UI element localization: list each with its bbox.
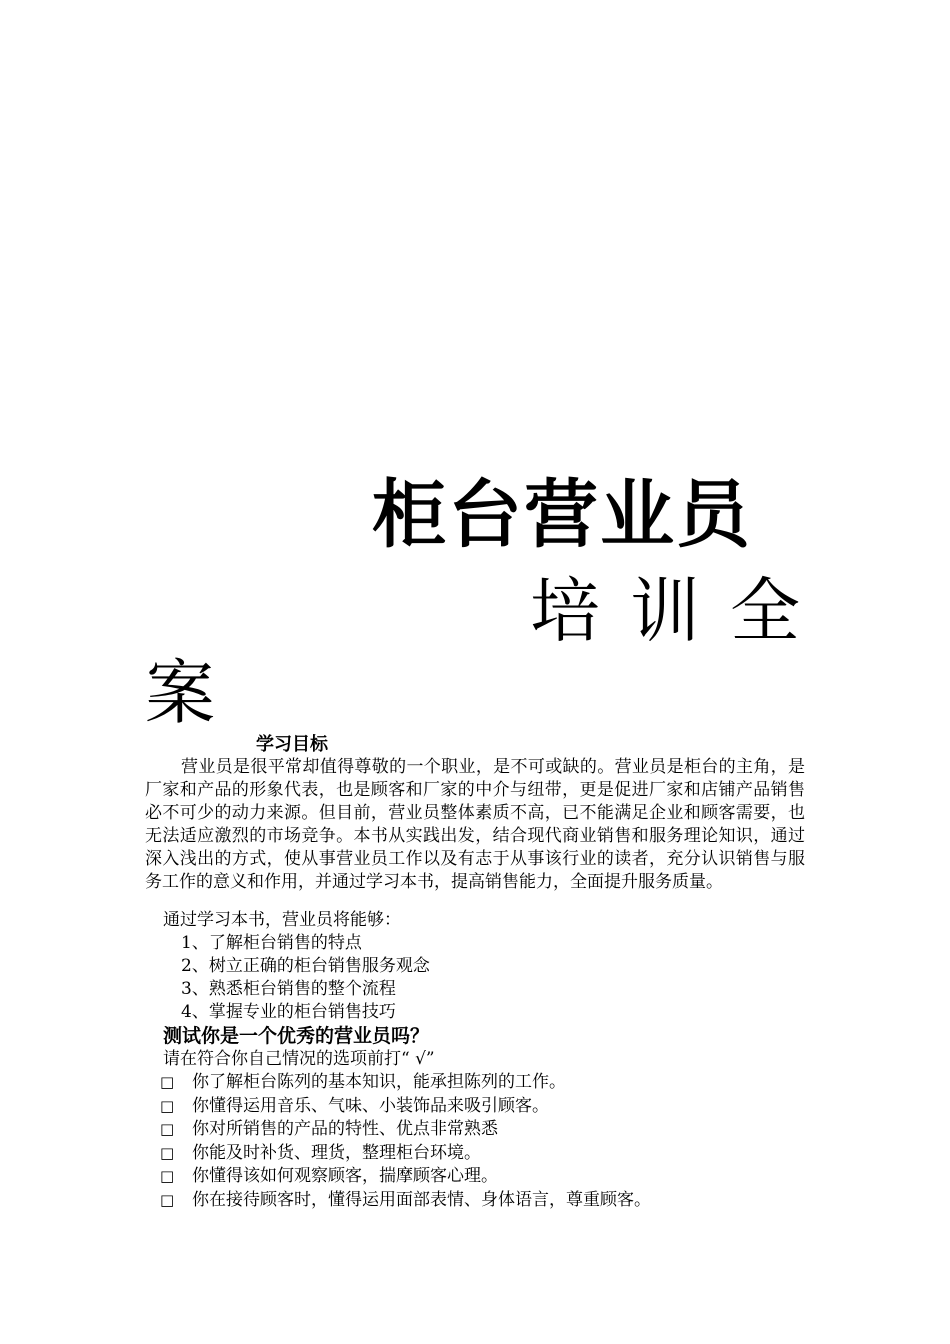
checklist-item — [160, 1165, 651, 1189]
checkbox[interactable]: □ — [160, 1120, 175, 1139]
checklist-item — [160, 1118, 651, 1142]
goals-list-intro: 通过学习本书，营业员将能够： — [163, 910, 401, 930]
checklist-item — [160, 1095, 651, 1119]
checklist-item-label: 你对所销售的产品的特性、优点非常熟悉 — [192, 1119, 498, 1140]
checklist-item — [160, 1189, 651, 1213]
intro-paragraph: 营业员是很平常却值得尊敬的一个职业，是不可或缺的。营业员是柜台的主角，是厂家和产品的形象代表，也是顾客和厂家的中介与纽带，更是促进厂家和店铺产品销售必不可少的动力来源。但目前，营业员整体素质不高，已不能满足企业和顾客需要，也无法适应激烈的市场竞争。本书从实践出发，结合现代商业销售和服务理论知识，通过深入浅出的方式，使从事营业员工作以及有志于从事该行业的读者，充分认识销售与服务工作的意义和作用，并通过学习本书，提高销售能力，全面提升服务质量。 — [145, 757, 805, 892]
title-char: 培训全 — [530, 570, 830, 652]
learning-goals-heading: 学习目标 — [256, 734, 328, 755]
checkbox[interactable]: □ — [160, 1167, 175, 1186]
title-line-1: 柜台营业员 — [372, 472, 752, 558]
checklist-item-label: 你懂得运用音乐、气味、小装饰品来吸引顾客。 — [192, 1095, 549, 1116]
list-item: 2、树立正确的柜台销售服务观念 — [181, 956, 430, 976]
list-item: 1、了解柜台销售的特点 — [181, 933, 362, 953]
checkbox[interactable]: □ — [160, 1143, 175, 1162]
checklist-item-label: 你了解柜台陈列的基本知识，能承担陈列的工作。 — [192, 1072, 566, 1092]
list-item: 4、掌握专业的柜台销售技巧 — [181, 1002, 396, 1022]
quiz-instruction: 请在符合你自己情况的选项前打“ √” — [163, 1049, 435, 1069]
learning-goals-list — [181, 932, 430, 1024]
checklist-item-label: 你懂得该如何观察顾客，揣摩顾客心理。 — [192, 1166, 498, 1187]
list-item: 3、熟悉柜台销售的整个流程 — [181, 979, 396, 999]
quiz-heading: 测试你是一个优秀的营业员吗？ — [163, 1025, 430, 1047]
checklist-item-label: 你在接待顾客时，懂得运用面部表情、身体语言，尊重顾客。 — [192, 1189, 651, 1210]
checklist-item-label: 你能及时补货、理货，整理柜台环境。 — [192, 1142, 481, 1163]
checkbox[interactable]: □ — [160, 1096, 175, 1115]
checkbox[interactable]: □ — [160, 1073, 175, 1091]
title-line-2 — [530, 568, 830, 654]
quiz-checklist — [160, 1071, 651, 1213]
checklist-item — [160, 1071, 651, 1095]
checklist-item — [160, 1142, 651, 1166]
title-line-3: 案 — [145, 652, 215, 734]
checkbox[interactable]: □ — [160, 1190, 175, 1209]
